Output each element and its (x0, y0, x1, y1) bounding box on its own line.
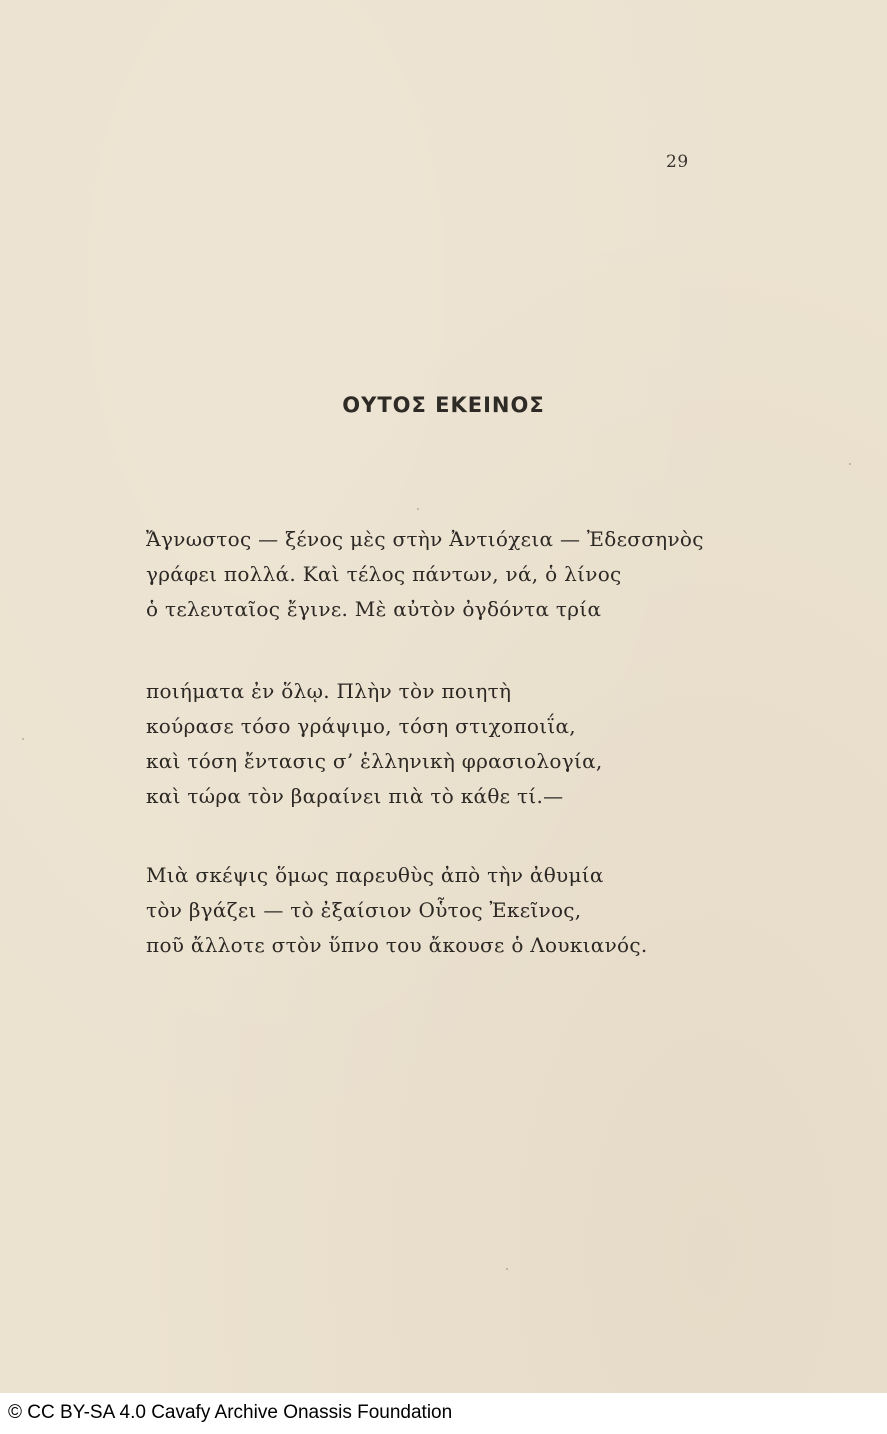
page-number: 29 (666, 152, 689, 172)
poem-line: τὸν βγάζει — τὸ ἐξαίσιον Οὗτος Ἐκεῖνος, (146, 898, 582, 922)
stanza-3 (146, 858, 766, 963)
paper-speck (849, 463, 851, 465)
paper-speck (417, 508, 419, 510)
poem-line: καὶ τώρα τὸν βαραίνει πιὰ τὸ κάθε τί.— (146, 784, 564, 808)
poem-line: ποῦ ἄλλοτε στὸν ὕπνο του ἄκουσε ὁ Λουκιανός. (146, 933, 648, 957)
poem-line: ὁ τελευταῖος ἔγινε. Μὲ αὐτὸν ὀγδόντα τρία (146, 597, 602, 621)
poem-line: γράφει πολλά. Καὶ τέλος πάντων, νά, ὁ λίνος (146, 562, 622, 586)
paper-speck (506, 1268, 508, 1270)
stanza-2 (146, 674, 766, 814)
poem-line: Μιὰ σκέψις ὅμως παρευθὺς ἀπὸ τὴν ἀθυμία (146, 863, 604, 887)
footer (0, 1393, 887, 1434)
poem-line: ποιήματα ἐν ὅλῳ. Πλὴν τὸν ποιητὴ (146, 679, 512, 703)
stanza-1 (146, 522, 766, 627)
poem-line: καὶ τόση ἔντασις σ’ ἑλληνικὴ φρασιολογία, (146, 749, 603, 773)
poem-line: Ἄγνωστος — ξένος μὲς στὴν Ἀντιόχεια — Ἐδεσσηνὸς (146, 527, 704, 551)
paper-speck (22, 738, 24, 740)
poem-title: ΟΥΤΟΣ ΕΚΕΙΝΟΣ (342, 393, 545, 417)
poem-line: κούρασε τόσο γράψιμο, τόση στιχοποιΐα, (146, 714, 576, 738)
license-credit: © CC BY-SA 4.0 Cavafy Archive Onassis Foundation (8, 1402, 453, 1423)
